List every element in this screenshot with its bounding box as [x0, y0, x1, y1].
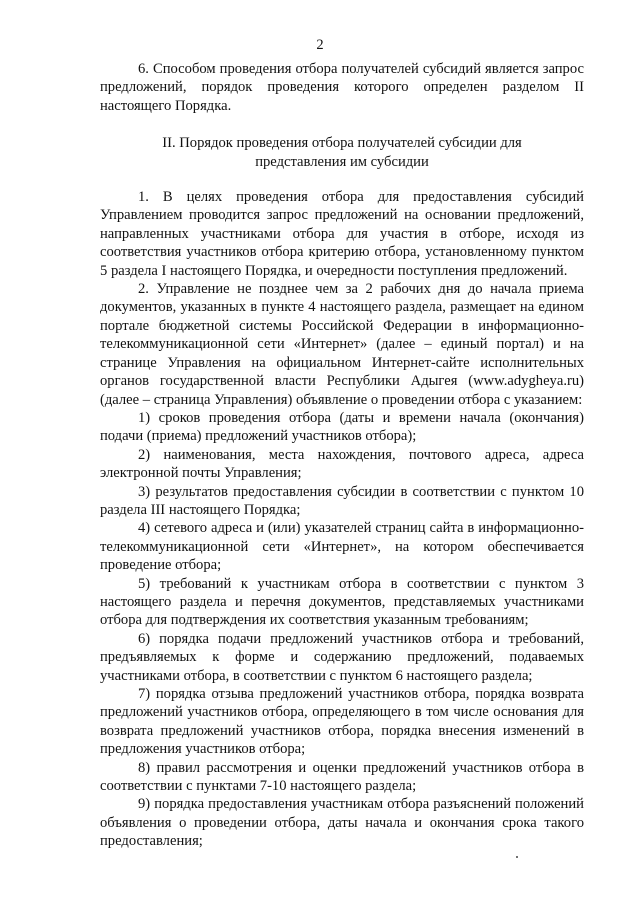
- scan-dot-mark: [516, 856, 518, 858]
- list-item-4: 4) сетевого адреса и (или) указателей страниц сайта в информационно-телекоммуникационной сети «Интернет», на котором обеспечивается проведение отбора;: [100, 520, 584, 574]
- section-heading-line-2: представления им субсидии: [255, 153, 429, 170]
- paragraph-item-2: 2. Управление не позднее чем за 2 рабочих дня до начала приема документов, указанных в пункте 4 настоящего раздела, размещает на едином портале бюджетной системы Российской Федерации в информационно-телекоммуникационной сети «Интернет» (далее – единый портал) и на странице Управления на официальном Интернет-сайте исполнительных органов государственной власти Республики Адыгея (www.adygheya.ru) (далее – страница Управления) объявление о проведении отбора с указанием:: [100, 281, 584, 408]
- section-heading: [100, 134, 584, 171]
- list-item-9: 9) порядка предоставления участникам отбора разъяснений положений объявления о проведении отбора, даты начала и окончания срока такого предоставления;: [100, 796, 584, 850]
- list-item-1: 1) сроков проведения отбора (даты и времени начала (окончания) подачи (приема) предложений участников отбора);: [100, 409, 584, 445]
- paragraph-item-1: 1. В целях проведения отбора для предоставления субсидий Управлением проводится запрос предложений на основании предложений, направленных участниками отбора для участия в отборе, исходя из соответствия участников отбора критерию отбора, установленному пунктом 5 раздела I настоящего Порядка, и очередности поступления предложений.: [100, 189, 584, 279]
- document-body: [100, 60, 584, 851]
- list-item-2: 2) наименования, места нахождения, почтового адреса, адреса электронной почты Управления;: [100, 446, 584, 482]
- list-item-3: 3) результатов предоставления субсидии в соответствии с пунктом 10 раздела III настоящего Порядка;: [100, 483, 584, 518]
- page-number: 2: [316, 37, 324, 53]
- list-item-8: 8) правил рассмотрения и оценки предложений участников отбора в соответствии с пунктами 7-10 настоящего раздела;: [100, 759, 584, 795]
- paragraph-6: 6. Способом проведения отбора получателей субсидий является запрос предложений, порядок проведения которого определен разделом II настоящего Порядка.: [100, 61, 584, 114]
- list-item-5: 5) требований к участникам отбора в соответствии с пунктом 3 настоящего раздела и перечня документов, представляемых участниками отбора для подтверждения их соответствия указанным требованиям;: [100, 575, 584, 629]
- list-item-6: 6) порядка подачи предложений участников отбора и требований, предъявляемых к форме и содержанию предложений, подаваемых участниками отбора, в соответствии с пунктом 6 настоящего раздела;: [100, 630, 584, 684]
- section-heading-line-1: II. Порядок проведения отбора получателей субсидии для: [162, 135, 522, 152]
- list-item-7: 7) порядка отзыва предложений участников отбора, порядка возврата предложений участников отбора, определяющего в том числе основания для возврата предложений участников отбора, порядка внесения изменений в предложения участников отбора;: [100, 686, 584, 758]
